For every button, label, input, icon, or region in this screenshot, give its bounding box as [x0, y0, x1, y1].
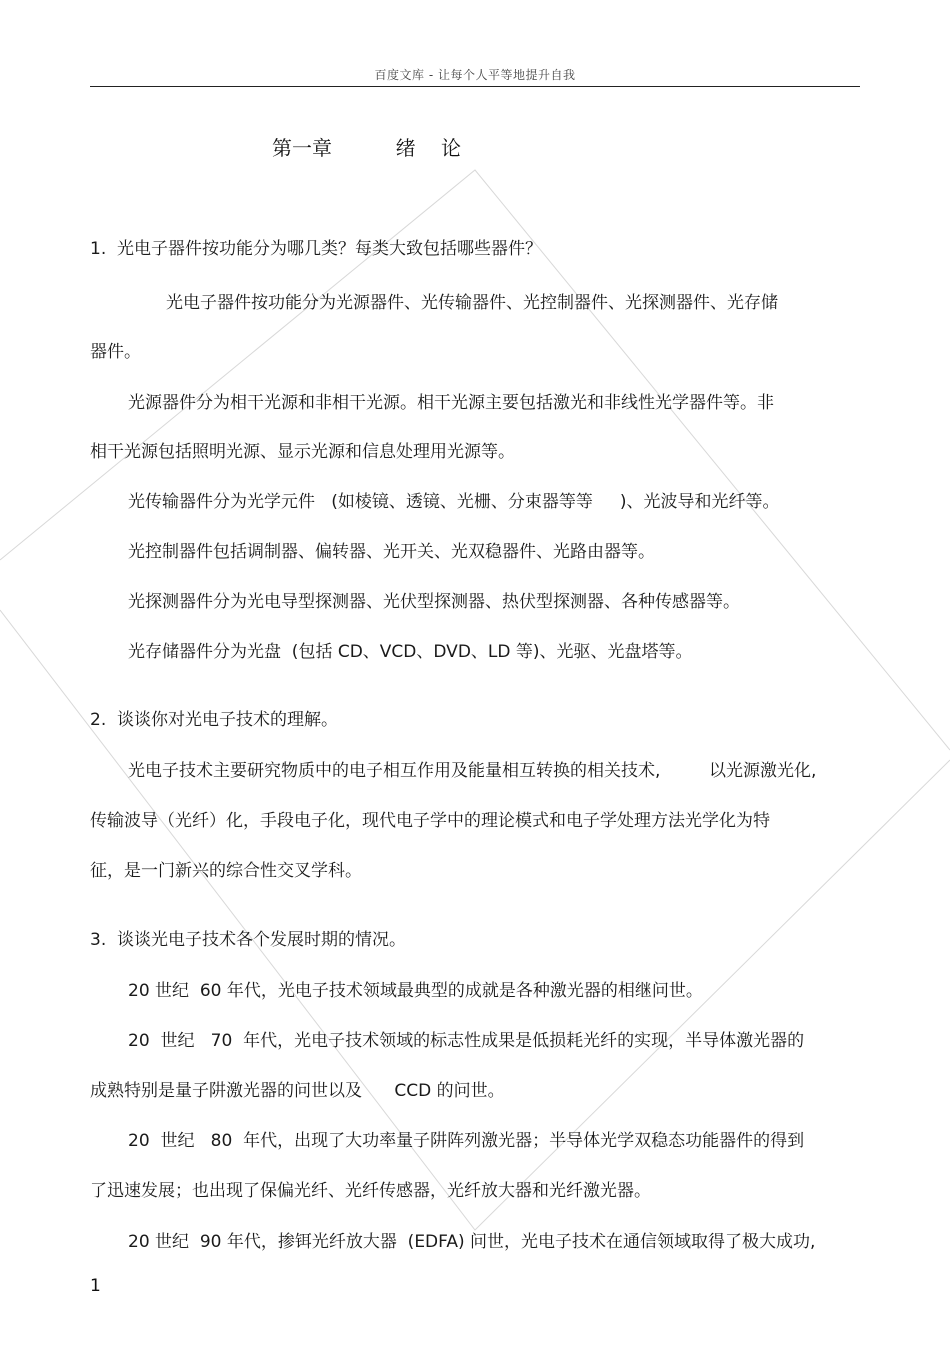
question-2: 2. 谈谈你对光电子技术的理解。: [90, 710, 339, 730]
question-1: 1. 光电子器件按功能分为哪几类？每类大致包括哪些器件？: [90, 239, 543, 259]
paragraph-line: 光探测器件分为光电导型探测器、光伏型探测器、热伏型探测器、各种传感器等。: [128, 592, 740, 612]
paragraph-line: 20 世纪 60 年代，光电子技术领域最典型的成就是各种激光器的相继问世。: [128, 981, 703, 1001]
paragraph-line: 光电子技术主要研究物质中的电子相互作用及能量相互转换的相关技术, 以光源激光化,: [128, 761, 817, 781]
paragraph-line: 了迅速发展；也出现了保偏光纤、光纤传感器，光纤放大器和光纤激光器。: [90, 1181, 651, 1201]
paragraph-line: 20 世纪 80 年代，出现了大功率量子阱阵列激光器；半导体光学双稳态功能器件的得到: [128, 1131, 805, 1151]
paragraph-line: 征，是一门新兴的综合性交叉学科。: [90, 861, 362, 881]
page-header: 百度文库 - 让每个人平等地提升自我: [374, 68, 576, 82]
paragraph-line: 传输波导（光纤）化，手段电子化，现代电子学中的理论模式和电子学处理方法光学化为特: [90, 811, 770, 831]
paragraph-line: 相干光源包括照明光源、显示光源和信息处理用光源等。: [90, 442, 515, 462]
chapter-title: 第一章 绪 论: [272, 136, 462, 160]
paragraph-line: 光传输器件分为光学元件 (如棱镜、透镜、光栅、分束器等等 )、光波导和光纤等。: [128, 492, 780, 512]
paragraph-line: 20 世纪 70 年代，光电子技术领域的标志性成果是低损耗光纤的实现，半导体激光器的: [128, 1031, 805, 1051]
page-number: 1: [90, 1276, 101, 1296]
paragraph-line: 成熟特别是量子阱激光器的问世以及 CCD 的问世。: [90, 1081, 505, 1101]
paragraph-line: 光源器件分为相干光源和非相干光源。相干光源主要包括激光和非线性光学器件等。非: [128, 393, 774, 413]
paragraph-line: 光存储器件分为光盘 (包括 CD、VCD、DVD、LD 等)、光驱、光盘塔等。: [128, 642, 693, 662]
paragraph-line: 20 世纪 90 年代，掺铒光纤放大器 (EDFA) 问世，光电子技术在通信领域取得了极大成功,: [128, 1232, 816, 1252]
paragraph-line: 光控制器件包括调制器、偏转器、光开关、光双稳器件、光路由器等。: [128, 542, 655, 562]
paragraph-line: 光电子器件按功能分为光源器件、光传输器件、光控制器件、光探测器件、光存储: [166, 293, 778, 313]
question-3: 3. 谈谈光电子技术各个发展时期的情况。: [90, 930, 407, 950]
header-divider: [90, 86, 860, 87]
paragraph-line: 器件。: [90, 342, 141, 362]
